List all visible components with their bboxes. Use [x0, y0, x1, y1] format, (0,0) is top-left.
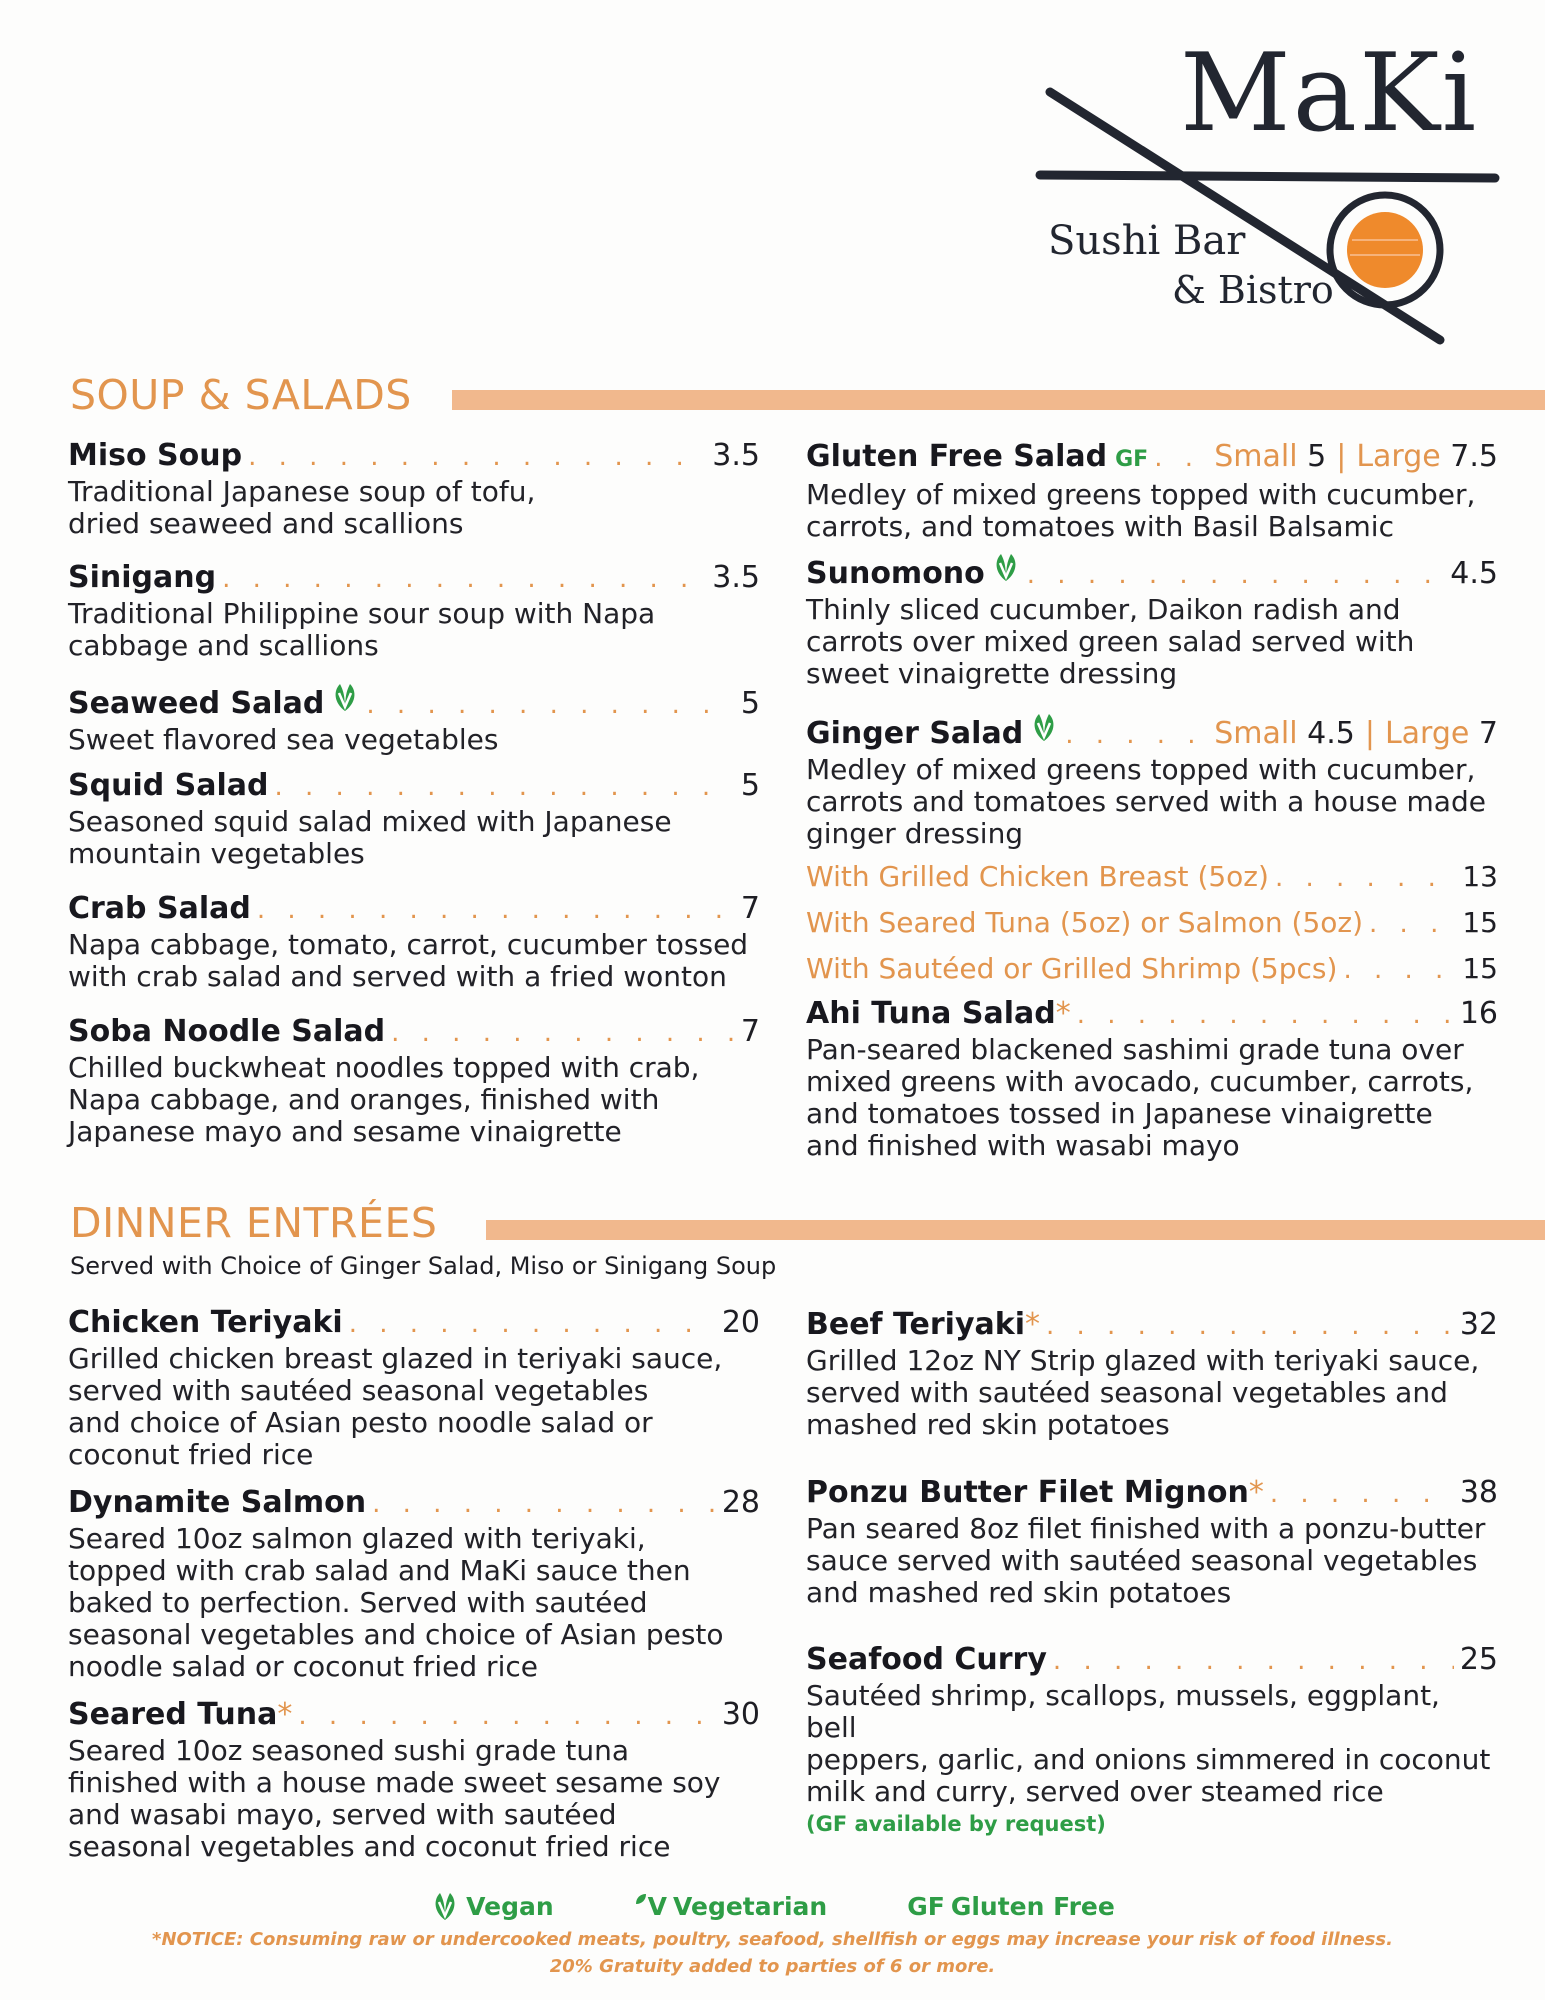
section-title: DINNER ENTRÉES — [70, 1199, 438, 1247]
logo-subtitle-sushi-bar: Sushi Bar — [1048, 218, 1246, 264]
item-name: Soba Noodle Salad — [68, 1014, 386, 1049]
gluten-free-tag: GF — [1115, 447, 1149, 472]
item-name: Beef Teriyaki — [806, 1307, 1025, 1342]
item-description: finished with a house made sweet sesame soy — [68, 1766, 721, 1799]
dot-leader — [222, 560, 706, 598]
menu-item-ginger-salad — [806, 711, 1498, 850]
item-price: 3.5 — [712, 560, 760, 595]
dot-leader — [372, 1485, 716, 1523]
menu-item-seaweed-salad — [68, 681, 760, 756]
legend-gluten-free — [907, 1890, 1115, 1922]
size-large-price: 7.5 — [1450, 439, 1498, 474]
size-small-label: Small — [1214, 716, 1298, 751]
item-description: sweet vinaigrette dressing — [806, 657, 1178, 690]
legend-vegetarian-mark: V — [647, 1891, 668, 1921]
raw-notice-asterisk: * — [277, 1697, 293, 1732]
item-description: Traditional Japanese soup of tofu, — [68, 475, 536, 508]
item-price: 5 — [740, 768, 760, 803]
size-large-label: Large — [1384, 716, 1470, 751]
raw-notice-asterisk: * — [1248, 1475, 1264, 1510]
dot-leader — [1369, 906, 1456, 942]
addon-price: 13 — [1462, 860, 1498, 893]
dot-leader — [366, 686, 735, 724]
item-name: Squid Salad — [68, 768, 269, 803]
item-description: Medley of mixed greens topped with cucumber, — [806, 753, 1476, 786]
menu-item-dynamite-salmon — [68, 1484, 760, 1683]
soup-salads-header — [70, 370, 412, 420]
item-name: Seaweed Salad — [68, 686, 325, 721]
item-description: coconut fried rice — [68, 1438, 314, 1471]
item-price: 28 — [721, 1485, 760, 1520]
leaf-v-icon — [430, 1890, 460, 1922]
item-description: and tomatoes tossed in Japanese vinaigrette — [806, 1097, 1433, 1130]
item-description: Sautéed shrimp, scallops, mussels, eggplant, bell — [806, 1679, 1440, 1744]
addon-grilled-chicken — [806, 859, 1498, 896]
item-description: seasonal vegetables and choice of Asian pesto — [68, 1618, 724, 1651]
menu-item-beef-teriyaki — [806, 1306, 1498, 1441]
dot-leader — [257, 891, 735, 929]
item-description: dried seaweed and scallions — [68, 507, 464, 540]
item-description: and choice of Asian pesto noodle salad or — [68, 1406, 653, 1439]
item-description: milk and curry, served over steamed rice — [806, 1775, 1384, 1808]
dot-leader — [248, 438, 706, 476]
size-small-price: 5 — [1307, 439, 1327, 474]
item-description: Grilled 12oz NY Strip glazed with teriyaki sauce, — [806, 1344, 1480, 1377]
item-description: Napa cabbage, tomato, carrot, cucumber tossed — [68, 928, 749, 961]
item-description: and wasabi mayo, served with sautéed — [68, 1798, 617, 1831]
item-price: 30 — [721, 1697, 760, 1732]
item-description: mountain vegetables — [68, 837, 365, 870]
item-description: mashed red skin potatoes — [806, 1408, 1170, 1441]
dot-leader — [1077, 996, 1454, 1034]
gf-available-note: (GF available by request) — [806, 1812, 1106, 1836]
legend-gf-mark: GF — [907, 1891, 945, 1921]
legend-vegetarian-label: Vegetarian — [673, 1891, 828, 1921]
item-description: seasonal vegetables and coconut fried rice — [68, 1830, 671, 1863]
item-price: 4.5 — [1450, 556, 1498, 591]
item-description: noodle salad or coconut fried rice — [68, 1650, 538, 1683]
item-name: Ahi Tuna Salad — [806, 996, 1056, 1031]
item-description: mixed greens with avocado, cucumber, carrots, — [806, 1065, 1474, 1098]
leaf-v-icon — [991, 551, 1021, 583]
item-description: topped with crab salad and MaKi sauce then — [68, 1554, 691, 1587]
dinner-served-with-note: Served with Choice of Ginger Salad, Miso or Sinigang Soup — [70, 1252, 777, 1280]
item-name: Ponzu Butter Filet Mignon — [806, 1475, 1249, 1510]
item-description: with crab salad and served with a fried wonton — [68, 960, 727, 993]
size-separator: | — [1336, 439, 1347, 474]
item-description: Traditional Philippine sour soup with Napa — [68, 597, 656, 630]
dot-leader — [1046, 1307, 1454, 1345]
menu-item-crab-salad — [68, 890, 760, 993]
item-name: Dynamite Salmon — [68, 1485, 367, 1520]
menu-item-chicken-teriyaki — [68, 1304, 760, 1471]
size-small-price: 4.5 — [1307, 716, 1355, 751]
logo-title: MaKi — [1180, 31, 1479, 156]
item-description: Napa cabbage, and oranges, finished with — [68, 1083, 660, 1116]
item-description: Pan seared 8oz filet finished with a ponzu-butter — [806, 1512, 1486, 1545]
addon-price: 15 — [1462, 952, 1498, 985]
maki-logo — [1030, 31, 1510, 360]
legend-vegan-label: Vegan — [466, 1891, 554, 1921]
item-description: Thinly sliced cucumber, Daikon radish and — [806, 593, 1401, 626]
item-description: Chilled buckwheat noodles topped with crab, — [68, 1051, 700, 1084]
addon-label: With Seared Tuna (5oz) or Salmon (5oz) — [806, 906, 1364, 939]
dot-leader — [275, 768, 735, 806]
item-description: Seared 10oz seasoned sushi grade tuna — [68, 1734, 629, 1767]
item-name: Ginger Salad — [806, 716, 1024, 751]
dot-leader — [1343, 952, 1456, 988]
menu-item-sunomono — [806, 551, 1498, 690]
dot-leader — [1270, 1475, 1454, 1513]
dot-leader — [349, 1305, 716, 1343]
item-price: 25 — [1459, 1642, 1498, 1677]
item-name: Miso Soup — [68, 438, 243, 473]
addon-label: With Sautéed or Grilled Shrimp (5pcs) — [806, 952, 1338, 985]
menu-item-miso-soup — [68, 437, 760, 540]
item-price: 7 — [740, 1014, 760, 1049]
leaf-v-icon — [330, 681, 360, 713]
addon-price: 15 — [1462, 906, 1498, 939]
item-description: Seared 10oz salmon glazed with teriyaki, — [68, 1522, 646, 1555]
legend-vegan — [430, 1890, 554, 1922]
section-title: SOUP & SALADS — [70, 371, 412, 419]
item-price: 32 — [1459, 1307, 1498, 1342]
item-description: carrots over mixed green salad served with — [806, 625, 1415, 658]
item-description: Sweet flavored sea vegetables — [68, 723, 499, 756]
item-description: carrots and tomatoes served with a house made — [806, 785, 1486, 818]
item-name: Sunomono — [806, 556, 985, 591]
item-description: baked to perfection. Served with sautéed — [68, 1586, 648, 1619]
legend-vegetarian — [634, 1890, 828, 1922]
addon-shrimp — [806, 951, 1498, 988]
size-small-label: Small — [1214, 439, 1298, 474]
item-description: carrots, and tomatoes with Basil Balsamic — [806, 510, 1394, 543]
item-description: peppers, garlic, and onions simmered in coconut — [806, 1743, 1491, 1776]
dot-leader — [298, 1697, 715, 1735]
item-description: served with sautéed seasonal vegetables and — [806, 1376, 1448, 1409]
item-description: Medley of mixed greens topped with cucumber, — [806, 478, 1476, 511]
section-divider — [452, 390, 1545, 410]
dot-leader — [1065, 716, 1208, 754]
item-price: 20 — [721, 1305, 760, 1340]
dietary-legend — [0, 1890, 1545, 1922]
dot-leader — [1154, 439, 1208, 477]
raw-notice-asterisk: * — [1025, 1307, 1040, 1342]
item-price: 38 — [1459, 1475, 1498, 1510]
menu-item-seared-tuna — [68, 1696, 760, 1863]
size-large-label: Large — [1356, 439, 1441, 474]
item-description: Pan-seared blackened sashimi grade tuna over — [806, 1033, 1464, 1066]
menu-item-gluten-free-salad — [806, 438, 1498, 543]
menu-item-soba-noodle-salad — [68, 1013, 760, 1148]
item-name: Gluten Free Salad — [806, 439, 1108, 474]
item-description: Japanese mayo and sesame vinaigrette — [68, 1115, 622, 1148]
item-description: and mashed red skin potatoes — [806, 1576, 1232, 1609]
item-name: Chicken Teriyaki — [68, 1305, 343, 1340]
dinner-entrees-header — [70, 1198, 437, 1248]
item-description: sauce served with sautéed seasonal vegetables — [806, 1544, 1478, 1577]
item-price: 16 — [1459, 996, 1498, 1031]
menu-item-sinigang — [68, 559, 760, 662]
menu-item-seafood-curry — [806, 1641, 1498, 1836]
dot-leader — [391, 1014, 735, 1052]
menu-item-ponzu-butter-filet-mignon — [806, 1474, 1498, 1609]
addon-label: With Grilled Chicken Breast (5oz) — [806, 860, 1269, 893]
raw-food-notice: *NOTICE: Consuming raw or undercooked meats, poultry, seafood, shellfish or eggs may increase your risk of food illness. — [152, 1929, 1393, 1950]
menu-item-squid-salad — [68, 767, 760, 870]
dot-leader — [1053, 1642, 1454, 1680]
size-large-price: 7 — [1478, 716, 1498, 751]
dot-leader — [1027, 556, 1445, 594]
gratuity-notice: 20% Gratuity added to parties of 6 or more. — [549, 1956, 996, 1977]
item-name: Seared Tuna — [68, 1697, 278, 1732]
item-description: ginger dressing — [806, 817, 1024, 850]
item-description: served with sautéed seasonal vegetables — [68, 1374, 649, 1407]
item-name: Sinigang — [68, 560, 217, 595]
item-description: cabbage and scallions — [68, 629, 379, 662]
section-divider — [486, 1220, 1545, 1240]
leaf-v-icon — [1029, 711, 1059, 743]
item-name: Seafood Curry — [806, 1642, 1047, 1677]
addon-seared-tuna-salmon — [806, 905, 1498, 942]
item-price: 5 — [740, 686, 760, 721]
dot-leader — [1275, 860, 1456, 896]
item-price: 3.5 — [712, 438, 760, 473]
menu-item-ahi-tuna-salad — [806, 995, 1498, 1162]
raw-notice-asterisk: * — [1055, 996, 1071, 1031]
logo-subtitle-bistro: & Bistro — [1172, 268, 1334, 312]
item-price: 7 — [740, 891, 760, 926]
legend-gluten-free-label: Gluten Free — [950, 1891, 1115, 1921]
item-name: Crab Salad — [68, 891, 251, 926]
sprout-icon — [634, 1892, 648, 1906]
item-description: and finished with wasabi mayo — [806, 1129, 1240, 1162]
item-description: Grilled chicken breast glazed in teriyaki sauce, — [68, 1342, 723, 1375]
size-separator: | — [1364, 716, 1375, 751]
item-description: Seasoned squid salad mixed with Japanese — [68, 805, 672, 838]
